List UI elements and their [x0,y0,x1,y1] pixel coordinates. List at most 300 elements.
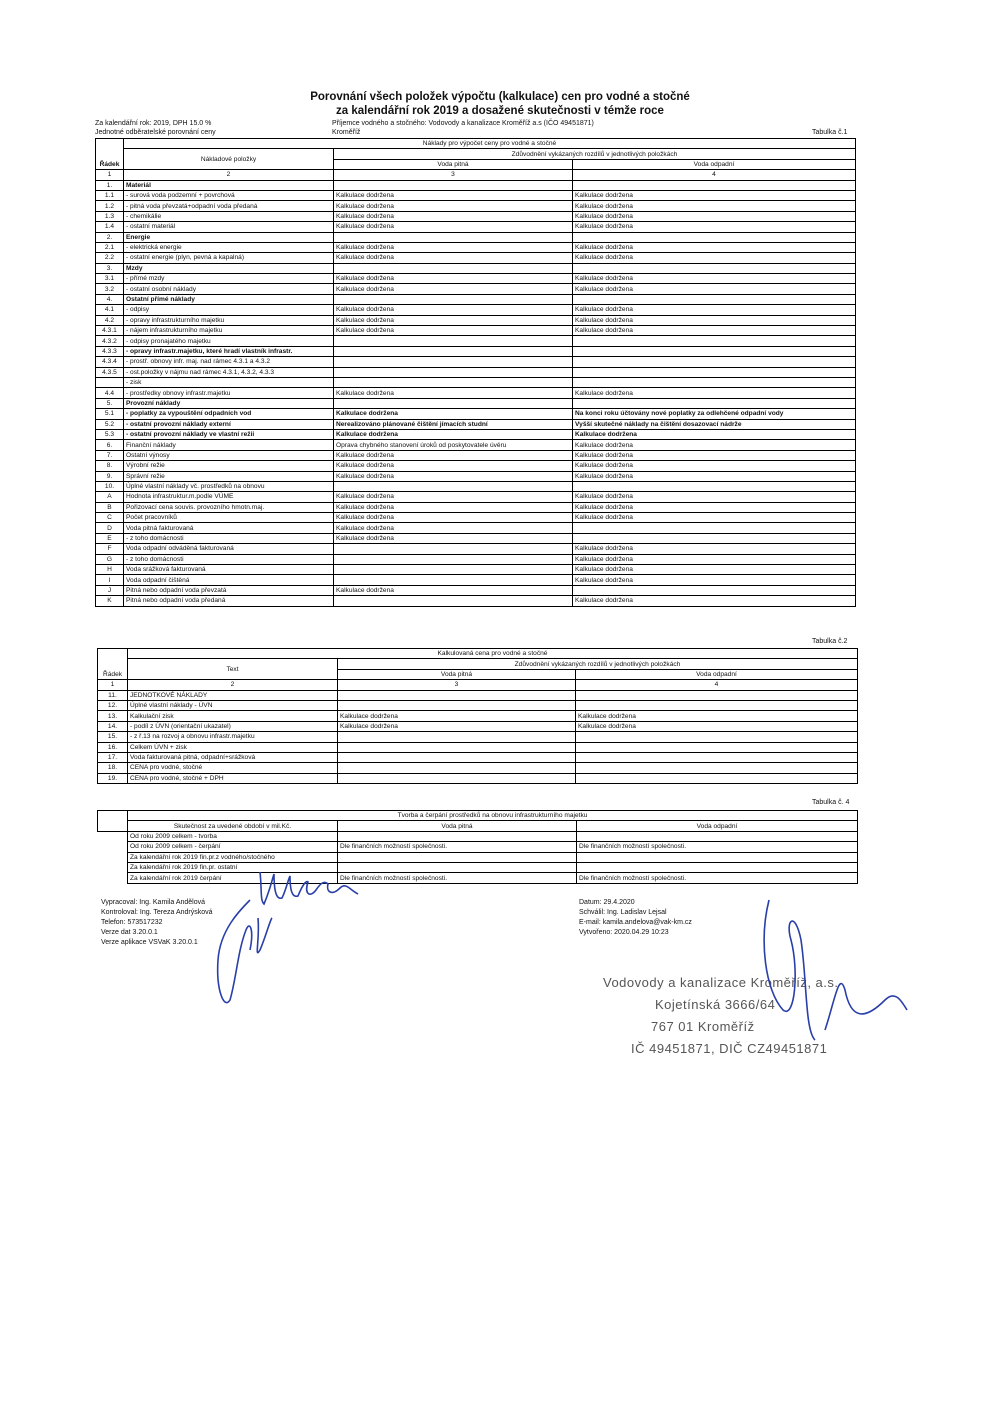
row-number: 2.2 [96,253,124,263]
cost-item: Pitná nebo odpadní voda převzatá [124,585,334,595]
waste-water-reason: Kalkulace dodržena [573,429,856,439]
row-number: H [96,565,124,575]
table1-num: 3 [334,170,573,180]
waste-water-reason [573,263,856,273]
row-number: 8. [96,461,124,471]
waste-water-reason [576,752,858,762]
waste-water-reason [576,742,858,752]
table-row [98,842,858,852]
drinking-water-reason: Kalkulace dodržena [334,409,573,419]
waste-water-reason [573,336,856,346]
table-row [98,752,858,762]
waste-water-reason [573,377,856,387]
table-row [96,253,856,263]
price-item: Úplné vlastní náklady - ÚVN [128,700,338,710]
table-row [96,565,856,575]
table-row [96,502,856,512]
row-number: 4.3.5 [96,367,124,377]
waste-water-reason [573,346,856,356]
drinking-water-reason: Kalkulace dodržena [334,513,573,523]
drinking-water-value: Dle finančních možností společnosti. [338,842,577,852]
table4-top-header: Tvorba a čerpání prostředků na obnovu infrastrukturního majetku [128,811,858,821]
table2-label: Tabulka č.2 [812,638,848,645]
table1-col1-header: Řádek [96,159,124,169]
cost-item: - prostředky obnovy infrastr.majetku [124,388,334,398]
drinking-water-reason: Kalkulace dodržena [334,190,573,200]
table4-col4-header: Voda odpadní [577,821,858,831]
cost-item: - elektrická energie [124,242,334,252]
drinking-water-reason [334,377,573,387]
waste-water-reason [573,294,856,304]
table1-col4-header: Voda odpadní [573,159,856,169]
row-number: 9. [96,471,124,481]
spacer-cell [98,873,128,883]
table2-col1-header: Řádek [98,669,128,679]
row-number: 14. [98,721,128,731]
price-item: Kalkulační zisk [128,711,338,721]
table1-num: 1 [96,170,124,180]
waste-water-reason: Vyšší skutečné náklady na čištění dosazovací nádrže [573,419,856,429]
cost-item: Pitná nebo odpadní voda předaná [124,596,334,606]
table2-num: 4 [576,680,858,690]
waste-water-reason: Kalkulace dodržena [573,326,856,336]
table1-top-header: Náklady pro výpočet ceny pro vodné a stočné [124,139,856,149]
price-item: JEDNOTKOVÉ NÁKLADY [128,690,338,700]
cost-item: - přímé mzdy [124,274,334,284]
table-row [98,732,858,742]
spacer-cell [98,842,128,852]
row-number: K [96,596,124,606]
spacer-cell [98,852,128,862]
checked-by: Kontroloval: Ing. Tereza Andrýsková [101,909,213,916]
table1-group-header: Zdůvodnění vykázaných rozdílů v jednotlivých položkách [334,149,856,159]
table-row [98,690,858,700]
cost-item: - zisk [124,377,334,387]
drinking-water-reason: Kalkulace dodržena [334,253,573,263]
cost-item: - odpisy pronajatého majetku [124,336,334,346]
row-number: 1.3 [96,211,124,221]
row-number: 1.4 [96,222,124,232]
drinking-water-reason: Kalkulace dodržena [334,201,573,211]
waste-water-reason [576,700,858,710]
stamp-address: Kojetínská 3666/64 [655,997,776,1012]
drinking-water-reason: Kalkulace dodržena [334,429,573,439]
drinking-water-reason: Kalkulace dodržena [338,711,576,721]
drinking-water-reason [334,398,573,408]
waste-water-reason [573,357,856,367]
table-row [96,596,856,606]
table-row [96,315,856,325]
cost-item: Správní režie [124,471,334,481]
row-number: G [96,554,124,564]
cost-item: Energie [124,232,334,242]
drinking-water-reason [334,544,573,554]
waste-water-reason [573,398,856,408]
drinking-water-reason: Kalkulace dodržena [334,502,573,512]
cost-item: - ostatní provozní náklady externí [124,419,334,429]
table2-num: 2 [128,680,338,690]
cost-item: Materiál [124,180,334,190]
row-number: 15. [98,732,128,742]
waste-water-reason: Kalkulace dodržena [573,190,856,200]
row-number: 16. [98,742,128,752]
table-row [96,180,856,190]
waste-water-value [577,831,858,841]
row-number: 4.2 [96,315,124,325]
drinking-water-reason: Kalkulace dodržena [334,284,573,294]
table-row [96,190,856,200]
email: E-mail: kamila.andelova@vak-km.cz [579,919,692,926]
waste-water-reason: Kalkulace dodržena [573,253,856,263]
row-number: 4.4 [96,388,124,398]
row-number: J [96,585,124,595]
price-item: Celkem ÚVN + zisk [128,742,338,752]
drinking-water-reason [334,481,573,491]
row-number: 5. [96,398,124,408]
table2-top-header: Kalkulovaná cena pro vodné a stočné [128,649,858,659]
stamp-city: 767 01 Kroměříž [651,1019,755,1034]
cost-item: Mzdy [124,263,334,273]
waste-water-reason: Na konci roku účtovány nové poplatky za odlehčené odpadní vody [573,409,856,419]
table-row [96,575,856,585]
drinking-water-reason: Kalkulace dodržena [334,326,573,336]
cost-item: Voda odpadní odváděná fakturovaná [124,544,334,554]
table4-label: Tabulka č. 4 [812,799,850,806]
cost-item: Hodnota infrastruktur.m.podle VÚME [124,492,334,502]
cost-item: - pitná voda převzatá+odpadní voda předaná [124,201,334,211]
row-number: 3.2 [96,284,124,294]
table-row [96,377,856,387]
row-number: 1.2 [96,201,124,211]
waste-water-reason: Kalkulace dodržena [573,440,856,450]
drinking-water-reason: Kalkulace dodržena [334,533,573,543]
row-number: 12. [98,700,128,710]
spacer-cell [98,831,128,841]
price-item: Voda fakturovaná pitná, odpadní+srážková [128,752,338,762]
table-row [96,305,856,315]
drinking-water-reason [334,575,573,585]
table1-col3-header: Voda pitná [334,159,573,169]
waste-water-reason: Kalkulace dodržena [573,492,856,502]
drinking-water-reason: Kalkulace dodržena [338,721,576,731]
waste-water-reason [573,367,856,377]
table-row [96,440,856,450]
price-item: CENA pro vodné, stočné + DPH [128,773,338,783]
table-row [96,326,856,336]
waste-water-reason [573,533,856,543]
table-row [96,222,856,232]
drinking-water-reason [334,232,573,242]
cost-item: - odpisy [124,305,334,315]
table2 [97,648,858,784]
table-row [96,419,856,429]
period-item: Od roku 2009 celkem - čerpání [128,842,338,852]
table-row [98,773,858,783]
table-row [98,831,858,841]
phone: Telefon: 573517232 [101,919,163,926]
recipient-info: Příjemce vodného a stočného: Vodovody a kanalizace Kroměříž a.s (IČO 49451871) [332,120,594,127]
cost-item: Ostatní přímé náklady [124,294,334,304]
waste-water-reason: Kalkulace dodržena [573,201,856,211]
drinking-water-reason: Nerealizováno plánované čištění jímacích studní [334,419,573,429]
row-number [96,377,124,387]
table1-label: Tabulka č.1 [812,129,848,136]
row-number: 4.1 [96,305,124,315]
drinking-water-reason [338,773,576,783]
drinking-water-reason: Oprava chybného stanovení úroků od poskytovatele úvěru [334,440,573,450]
waste-water-reason: Kalkulace dodržena [573,554,856,564]
cost-item: - nájem infrastrukturního majetku [124,326,334,336]
drinking-water-reason [334,554,573,564]
price-item: - z ř.13 na rozvoj a obnovu infrastr.majetku [128,732,338,742]
cost-item: - prostř. obnovy infr. maj. nad rámec 4.3.1 a 4.3.2 [124,357,334,367]
row-number: F [96,544,124,554]
drinking-water-reason [334,596,573,606]
row-number: 17. [98,752,128,762]
table-row [96,585,856,595]
drinking-water-reason: Kalkulace dodržena [334,305,573,315]
cost-item: Voda srážková fakturovaná [124,565,334,575]
drinking-water-reason [334,336,573,346]
cost-item: - chemikálie [124,211,334,221]
drinking-water-reason [338,690,576,700]
waste-water-reason: Kalkulace dodržena [573,284,856,294]
drinking-water-reason [338,752,576,762]
waste-water-reason: Kalkulace dodržena [576,711,858,721]
cost-item: Ostatní výnosy [124,450,334,460]
waste-water-reason [573,481,856,491]
waste-water-reason: Kalkulace dodržena [573,305,856,315]
row-number: 4.3.1 [96,326,124,336]
stamp-company: Vodovody a kanalizace Kroměříž, a.s. [603,975,839,990]
table-row [96,429,856,439]
waste-water-reason: Kalkulace dodržena [573,211,856,221]
waste-water-value [577,852,858,862]
table-row [98,721,858,731]
cost-item: Provozní náklady [124,398,334,408]
drinking-water-reason [334,565,573,575]
row-number: 19. [98,773,128,783]
comparison-type: Jednotné odběratelské porovnání ceny [95,129,216,136]
price-item: - podíl z ÚVN (orientační ukazatel) [128,721,338,731]
drinking-water-reason: Kalkulace dodržena [334,471,573,481]
drinking-water-reason: Kalkulace dodržena [334,388,573,398]
table4-col1-header: Skutečnost za uvedené období v mil.Kč. [128,821,338,831]
cost-item: Výrobní režie [124,461,334,471]
approved-by: Schválil: Ing. Ladislav Lejsal [579,909,667,916]
row-number: 4.3.3 [96,346,124,356]
cost-item: - ostatní materiál [124,222,334,232]
drinking-water-reason: Kalkulace dodržena [334,242,573,252]
waste-water-reason [576,773,858,783]
table-row [96,409,856,419]
table-row [98,742,858,752]
drinking-water-reason [338,763,576,773]
drinking-water-reason [334,367,573,377]
row-number: 5.2 [96,419,124,429]
waste-water-reason [573,232,856,242]
drinking-water-reason: Kalkulace dodržena [334,523,573,533]
table-row [96,336,856,346]
created-at: Vytvořeno: 2020.04.29 10:23 [579,929,669,936]
period-item: Za kalendářní rok 2019 fin.pr. ostatní [128,862,338,872]
cost-item: Finanční náklady [124,440,334,450]
table-row [96,398,856,408]
drinking-water-reason: Kalkulace dodržena [334,222,573,232]
table-row [96,201,856,211]
table-row [96,284,856,294]
table1-col2-header: Nákladové položky [124,149,334,170]
period-item: Za kalendářní rok 2019 fin.pr.z vodného/stočného [128,852,338,862]
waste-water-reason [573,585,856,595]
table-row [96,388,856,398]
row-number: C [96,513,124,523]
app-version: Verze aplikace VSVaK 3.20.0.1 [101,939,198,946]
waste-water-reason: Kalkulace dodržena [573,222,856,232]
row-number: 6. [96,440,124,450]
price-item: CENA pro vodné, stočné [128,763,338,773]
waste-water-reason: Kalkulace dodržena [573,565,856,575]
waste-water-reason: Kalkulace dodržena [573,450,856,460]
cost-item: - poplatky za vypouštění odpadních vod [124,409,334,419]
table-row [96,274,856,284]
period-item: Od roku 2009 celkem - tvorba [128,831,338,841]
row-number: 1. [96,180,124,190]
table2-col3-header: Voda pitná [338,669,576,679]
drinking-water-reason [334,294,573,304]
row-number: 2.1 [96,242,124,252]
row-number: 2. [96,232,124,242]
cost-item: - ostatní energie (plyn, pevná a kapalná) [124,253,334,263]
cost-item: Počet pracovníků [124,513,334,523]
waste-water-reason [576,763,858,773]
row-number: E [96,533,124,543]
waste-water-reason: Kalkulace dodržena [573,596,856,606]
drinking-water-reason [338,700,576,710]
row-number: 3. [96,263,124,273]
year-vat-info: Za kalendářní rok: 2019, DPH 15.0 % [95,120,212,127]
waste-water-value [577,862,858,872]
table2-col4-header: Voda odpadní [576,669,858,679]
table2-num: 3 [338,680,576,690]
cost-item: - ost.položky v nájmu nad rámec 4.3.1, 4.3.2, 4.3.3 [124,367,334,377]
cost-item: Voda odpadní čištěná [124,575,334,585]
cost-item: Voda pitná fakturovaná [124,523,334,533]
table2-num: 1 [98,680,128,690]
waste-water-reason: Kalkulace dodržena [573,388,856,398]
table-row [98,763,858,773]
table-row [96,481,856,491]
cost-item: Pořizovací cena souvis. provozního hmotn.maj. [124,502,334,512]
row-number: 1.1 [96,190,124,200]
row-number: 3.1 [96,274,124,284]
waste-water-reason: Kalkulace dodržena [573,242,856,252]
table-row [96,211,856,221]
row-number: A [96,492,124,502]
drinking-water-reason: Kalkulace dodržena [334,461,573,471]
drinking-water-reason: Kalkulace dodržena [334,585,573,595]
date: Datum: 29.4.2020 [579,899,635,906]
waste-water-value: Dle finančních možností společnosti. [577,842,858,852]
table-row [96,492,856,502]
document-title: Porovnání všech položek výpočtu (kalkulace) cen pro vodné a stočné [310,91,690,103]
waste-water-reason [576,732,858,742]
table1 [95,138,856,607]
row-number: 18. [98,763,128,773]
period-item: Za kalendářní rok 2019 čerpání [128,873,338,883]
table-row [96,357,856,367]
cost-item: - z toho domácnosti [124,533,334,543]
cost-item: Úplné vlastní náklady vč. prostředků na obnovu [124,481,334,491]
table-row [96,232,856,242]
waste-water-reason: Kalkulace dodržena [573,274,856,284]
waste-water-reason: Kalkulace dodržena [573,502,856,512]
table-row [96,544,856,554]
waste-water-reason: Kalkulace dodržena [573,471,856,481]
prepared-by: Vypracoval: Ing. Kamila Andělová [101,899,206,906]
row-number: 4.3.2 [96,336,124,346]
waste-water-reason: Kalkulace dodržena [573,513,856,523]
drinking-water-value [338,831,577,841]
table-row [96,263,856,273]
cost-item: - ostatní osobní náklady [124,284,334,294]
table2-group-header: Zdůvodnění vykázaných rozdílů v jednotlivých položkách [338,659,858,669]
row-number: D [96,523,124,533]
table4-col3-header: Voda pitná [338,821,577,831]
table-row [96,513,856,523]
waste-water-reason: Kalkulace dodržena [573,575,856,585]
footer-right [579,898,692,938]
table-row [96,461,856,471]
table-row [96,346,856,356]
drinking-water-reason: Kalkulace dodržena [334,211,573,221]
drinking-water-reason [334,346,573,356]
table-row [96,450,856,460]
drinking-water-reason: Kalkulace dodržena [334,274,573,284]
row-number: 5.1 [96,409,124,419]
waste-water-reason: Kalkulace dodržena [576,721,858,731]
cost-item: - opravy infrastr.majetku, které hradí vlastník infrastr. [124,346,334,356]
table2-col2-header: Text [128,659,338,680]
signature-andelova [190,860,390,1020]
waste-water-reason: Kalkulace dodržena [573,315,856,325]
row-number: I [96,575,124,585]
drinking-water-reason [334,263,573,273]
drinking-water-reason [334,180,573,190]
waste-water-reason: Kalkulace dodržena [573,544,856,554]
drinking-water-reason [338,732,576,742]
drinking-water-value: Dle finančních možností společnosti. [338,873,577,883]
row-number: B [96,502,124,512]
row-number: 5.3 [96,429,124,439]
table-row [96,294,856,304]
table-row [96,367,856,377]
table-row [98,700,858,710]
row-number: 4. [96,294,124,304]
cost-item: - surová voda podzemní + povrchová [124,190,334,200]
table-row [96,523,856,533]
stamp-ids: IČ 49451871, DIČ CZ49451871 [631,1041,828,1056]
cost-item: - z toho domácnosti [124,554,334,564]
recipient-city: Kroměříž [332,129,361,136]
table-row [98,711,858,721]
waste-water-reason [573,180,856,190]
table-row [96,471,856,481]
row-number: 4.3.4 [96,357,124,367]
drinking-water-reason: Kalkulace dodržena [334,492,573,502]
table-row [96,533,856,543]
row-number: 13. [98,711,128,721]
